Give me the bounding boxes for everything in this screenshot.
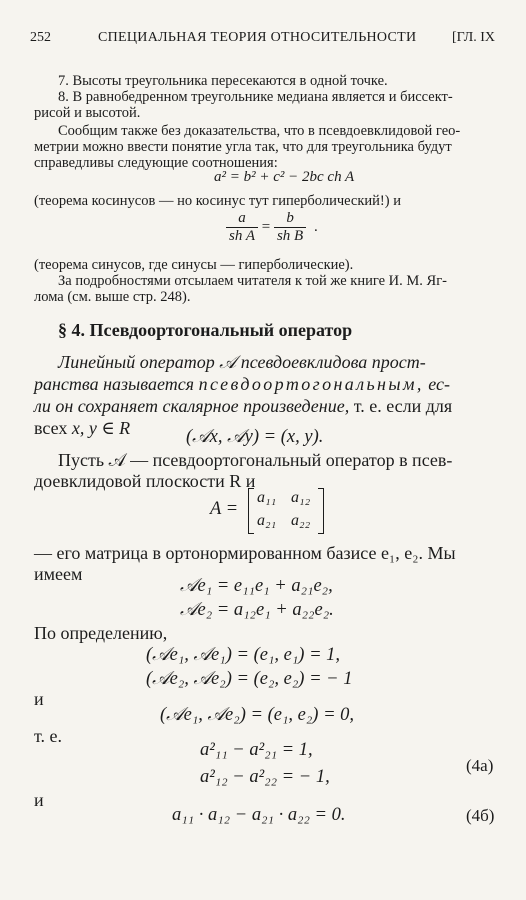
definition-line: [34, 417, 130, 439]
paragraph-line: Пусть 𝒜 — псевдоортогональный оператор в псев-: [58, 450, 453, 470]
operator-equation: 𝒜e₂ = a₁₂e₁ + a₂₂e₂.: [180, 600, 334, 620]
sine-theorem-note: (теорема синусов, где синусы — гиперболические).: [34, 257, 354, 273]
equation-4a-line2: a²₁₂ − a²₂₂ = − 1,: [200, 767, 330, 787]
matrix-left-bracket: [248, 488, 254, 534]
reference-line: лома (см. выше стр. 248).: [34, 289, 191, 305]
conjunction: и: [34, 790, 44, 810]
definition-line: [34, 373, 450, 395]
chapter-label: [ГЛ. IX: [452, 30, 495, 45]
text-span: ес-: [428, 374, 450, 394]
definition-line: Линейный оператор 𝒜 псевдоевклидова прост-: [58, 352, 426, 372]
denominator: sh B: [276, 228, 304, 244]
text-span: ранства называется: [34, 374, 195, 394]
matrix-entry: a₁₁: [257, 489, 277, 506]
scalar-product-equation: (𝒜e₁, 𝒜e₁) = (e₁, e₁) = 1,: [146, 645, 341, 665]
paragraph-line: имеем: [34, 564, 83, 584]
sine-theorem-equation: [226, 210, 318, 245]
matrix-entry: a₁₂: [291, 489, 311, 506]
running-title: СПЕЦИАЛЬНАЯ ТЕОРИЯ ОТНОСИТЕЛЬНОСТИ: [98, 30, 417, 45]
scalar-product-equation: (𝒜e₁, 𝒜e₂) = (e₁, e₂) = 0,: [160, 705, 355, 725]
numerator: b: [274, 210, 306, 228]
list-item-8-line2: рисой и высотой.: [34, 105, 141, 121]
paragraph-line: справедливы следующие соотношения:: [34, 155, 278, 171]
cosine-theorem-note: (теорема косинусов — но косинус тут гиперболический!) и: [34, 193, 401, 209]
definition-equation: (𝒜x, 𝒜y) = (x, y).: [186, 427, 324, 447]
matrix-right-bracket: [318, 488, 324, 534]
operator-equation: 𝒜e₁ = e₁₁e₁ + a₂₁e₂,: [180, 576, 333, 596]
equation-number-4b: (4б): [466, 806, 495, 825]
numerator: a: [226, 210, 258, 228]
paragraph-line: доевклидовой плоскости R и: [34, 471, 256, 491]
paragraph-line: метрии можно ввести понятие угла так, что для треугольника будут: [34, 139, 452, 155]
scalar-product-equation: (𝒜e₂, 𝒜e₂) = (e₂, e₂) = − 1: [146, 669, 353, 689]
fraction: [226, 210, 258, 245]
period: .: [313, 218, 318, 235]
text-span: т. е. если для: [353, 396, 453, 416]
equation-4b: a₁₁ · a₁₂ − a₂₁ · a₂₂ = 0.: [172, 805, 346, 825]
equation-4a-line1: a²₁₁ − a²₂₁ = 1,: [200, 740, 313, 760]
section-title: § 4. Псевдоортогональный оператор: [58, 320, 353, 340]
text-span: всех: [34, 418, 68, 438]
paragraph-line: По определению,: [34, 623, 168, 643]
page-number: 252: [30, 30, 51, 45]
matrix-lhs: A =: [210, 499, 239, 519]
denominator: sh A: [229, 228, 255, 244]
cosine-theorem-equation: a² = b² + c² − 2bc ch A: [214, 169, 355, 185]
paragraph-line: т. е.: [34, 726, 63, 746]
equation-number-4a: (4а): [466, 756, 494, 775]
text-span: ли он сохраняет скалярное произведение,: [34, 396, 350, 416]
paragraph-line: — его матрица в ортонормированном базисе e₁, e₂. Мы: [34, 543, 456, 563]
list-item-7: 7. Высоты треугольника пересекаются в одной точке.: [58, 73, 388, 89]
emphasized-term: псевдоортогональным,: [198, 374, 424, 394]
paragraph-line: Сообщим также без доказательства, что в псевдоевклидовой гео-: [58, 123, 461, 139]
matrix-entry: a₂₂: [291, 512, 311, 529]
equals-sign: =: [261, 218, 271, 235]
definition-line: [34, 395, 452, 417]
math-inline: x, y ∈ R: [71, 418, 131, 438]
list-item-8-line1: 8. В равнобедренном треугольнике медиана является и биссект-: [58, 89, 453, 105]
matrix-entry: a₂₁: [257, 512, 277, 529]
fraction: [274, 210, 306, 245]
conjunction: и: [34, 689, 44, 709]
reference-line: За подробностями отсылаем читателя к той же книге И. М. Яг-: [58, 273, 447, 289]
